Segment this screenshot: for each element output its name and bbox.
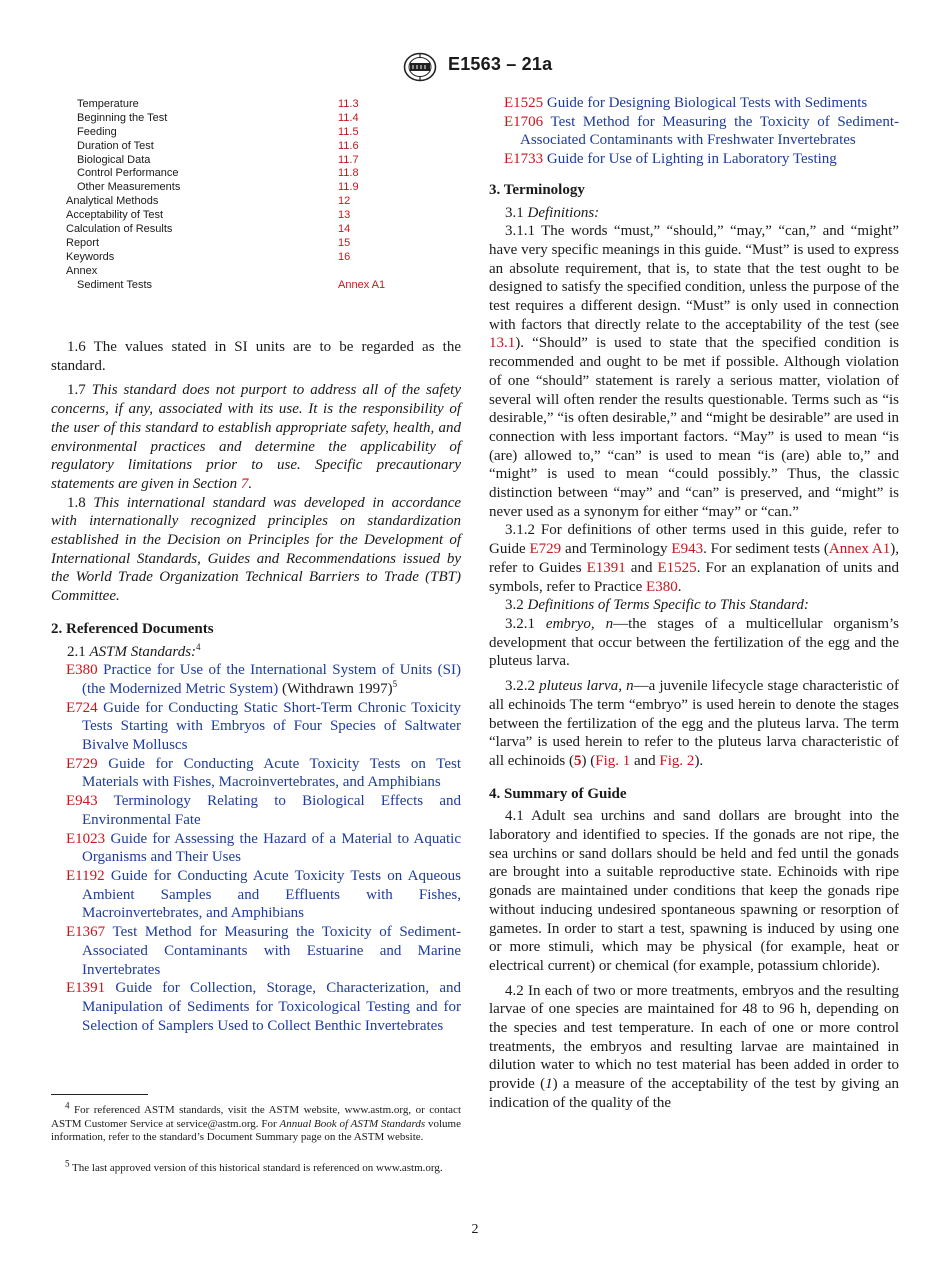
left-column bbox=[51, 338, 461, 1035]
link-e1391[interactable]: E1391 bbox=[586, 559, 626, 576]
reference-title[interactable]: Guide for Collection, Storage, Characterization, and Manipulation of Sediments for Toxicological Testing and for Selection of Samplers Used to Collect Benthic Invertebrates bbox=[82, 980, 462, 1034]
toc-row bbox=[66, 209, 466, 223]
reference-item bbox=[51, 755, 461, 792]
toc-ref[interactable]: 13 bbox=[338, 209, 351, 222]
reference-item bbox=[489, 150, 899, 169]
toc-ref[interactable]: 11.9 bbox=[338, 181, 359, 194]
toc-row bbox=[66, 251, 466, 265]
reference-item: E380 Practice for Use of the International System of Units (SI) (the Modernized Metric System) (Withdrawn 1997)$^5$ bbox=[66, 662, 462, 697]
link-e729[interactable]: E729 bbox=[529, 541, 562, 558]
toc-row bbox=[66, 195, 466, 209]
reference-item bbox=[51, 699, 461, 755]
reference-title[interactable]: Guide for Assessing the Hazard of a Material to Aquatic Organisms and Their Uses bbox=[82, 830, 461, 866]
astm-logo-icon bbox=[403, 52, 437, 82]
toc-label: Biological Data bbox=[77, 153, 151, 166]
reference-code[interactable]: E1391 bbox=[66, 980, 106, 997]
link-13-1[interactable]: 13.1 bbox=[489, 335, 516, 352]
reference-item bbox=[51, 830, 461, 867]
link-e943[interactable]: E943 bbox=[671, 541, 704, 558]
reference-code[interactable]: E724 bbox=[66, 699, 98, 716]
toc-ref[interactable]: 16 bbox=[338, 250, 351, 263]
table-of-contents bbox=[66, 98, 466, 292]
document-number: E1563 – 21a bbox=[448, 54, 553, 74]
reference-title[interactable]: Terminology Relating to Biological Effects and Environmental Fate bbox=[82, 793, 461, 828]
toc-row bbox=[66, 279, 466, 293]
reference-code[interactable]: E380 bbox=[66, 662, 98, 679]
paragraph-1-8: 1.8 This international standard was developed in accordance with internationally recognized principles on standardization established in the Decision on Principles for the Development of International Standards, Guides and Recommendations issued by the World Trade Organization Technical Barriers to Trade (TBT) Committee. bbox=[51, 494, 462, 605]
link-e380[interactable]: E380 bbox=[646, 578, 678, 595]
toc-ref[interactable]: 11.4 bbox=[338, 111, 359, 124]
reference-item bbox=[51, 923, 461, 979]
reference-code[interactable]: E1367 bbox=[66, 924, 106, 941]
toc-ref[interactable]: 11.6 bbox=[338, 139, 359, 152]
paragraph-4-1: 4.1 Adult sea urchins and sand dollars are brought into the laboratory and identified to species. If the gonads are not ripe, the sea urchins or sand dollars should be held and fed until the gonads are brought into a suitable reproductive state. Echinoids with ripe gonads are maintained under conditions that keep the gonads ripe without inducing undesired spontaneous spawning or resorption of gametes. In order to start a test, spawning is induced by using one or more stimuli, which may be physical (for example, heat or electrical current) or chemical (for example, potassium chloride). bbox=[489, 808, 899, 974]
toc-row bbox=[66, 167, 466, 181]
reference-title[interactable]: Test Method for Measuring the Toxicity of Sediment-Associated Contaminants with Freshwater Invertebrates bbox=[520, 113, 899, 149]
reference-item bbox=[489, 94, 899, 113]
toc-label: Beginning the Test bbox=[77, 111, 168, 124]
reference-title[interactable]: Guide for Designing Biological Tests with Sediments bbox=[546, 95, 868, 111]
toc-ref[interactable]: 12 bbox=[338, 195, 351, 208]
link-e1525[interactable]: E1525 bbox=[657, 559, 697, 576]
reference-code[interactable]: E729 bbox=[66, 755, 98, 772]
reference-code[interactable]: E1706 bbox=[504, 113, 544, 130]
footnote-5: $^5$ The last approved version of this historical standard is referenced on www.astm.org. bbox=[65, 1158, 443, 1174]
toc-label: Calculation of Results bbox=[66, 223, 173, 236]
reference-code[interactable]: E943 bbox=[66, 793, 98, 810]
toc-row bbox=[66, 181, 466, 195]
toc-ref[interactable]: 11.7 bbox=[338, 153, 359, 166]
paragraph-3-1-2: 3.1.2 For definitions of other terms used in this guide, refer to Guide E729 and Terminology E943. For sediment tests (Annex A1), refer to Guides E1391 and E1525. For an explanation of units and symbols, refer to Practice E380. bbox=[489, 522, 899, 595]
toc-row bbox=[66, 126, 466, 140]
toc-ref[interactable]: 11.3 bbox=[338, 98, 359, 110]
footnote-divider bbox=[51, 1094, 148, 1095]
toc-label: Report bbox=[66, 236, 100, 249]
section-4-heading: 4. Summary of Guide bbox=[489, 785, 627, 802]
reference-code[interactable]: E1733 bbox=[504, 151, 544, 168]
toc-label: Acceptability of Test bbox=[66, 209, 164, 222]
toc-row bbox=[66, 265, 466, 279]
link-section-7[interactable]: 7 bbox=[240, 475, 249, 492]
toc-row bbox=[66, 140, 466, 154]
citation-5[interactable]: 5 bbox=[573, 752, 582, 769]
toc-row bbox=[66, 98, 466, 112]
toc-ref[interactable]: 11.5 bbox=[338, 125, 359, 138]
toc-label: Feeding bbox=[77, 125, 117, 138]
toc-row bbox=[66, 223, 466, 237]
section-2-heading: 2. Referenced Documents bbox=[51, 620, 214, 637]
reference-code[interactable]: E1525 bbox=[504, 95, 544, 111]
reference-code[interactable]: E1192 bbox=[66, 867, 105, 884]
page-header bbox=[0, 52, 950, 84]
toc-label: Keywords bbox=[66, 250, 115, 263]
reference-item bbox=[51, 979, 461, 1035]
referenced-documents-list-continued bbox=[489, 94, 899, 169]
reference-title[interactable]: Test Method for Measuring the Toxicity of Sediment-Associated Contaminants with Estuarine and Marine Invertebrates bbox=[82, 924, 461, 978]
toc-ref[interactable]: 11.8 bbox=[338, 167, 359, 180]
subsection-2-1: 2.1 ASTM Standards:$^4$ bbox=[67, 641, 201, 660]
subsection-3-1: 3.1 Definitions: bbox=[505, 204, 600, 221]
paragraph-4-2: 4.2 In each of two or more treatments, embryos and the resulting larvae of one species are maintained for 48 to 96 h, depending on the species and test temperature. In each of one or more control treatments, the embryos and resulting larvae are maintained in dilution water to which no test material has been added in order to provide (1) a measure of the acceptability of the test by giving an indication of the quality of the bbox=[489, 982, 899, 1111]
reference-title[interactable]: Practice for Use of the International System of Units (SI) (the Modernized Metric System) bbox=[82, 662, 462, 697]
reference-title[interactable]: Guide for Conducting Acute Toxicity Tests on Aqueous Ambient Samples and Effluents with Fishes, Macroinvertebrates, and Amphibians bbox=[82, 867, 462, 922]
paragraph-1-7: 1.7 This standard does not purport to address all of the safety concerns, if any, associated with its use. It is the responsibility of the user of this standard to establish appropriate safety, health, and environmental practices and determine the applicability of regulatory limitations prior to use. Specific precautionary statements are given in Section 7. bbox=[51, 382, 462, 492]
toc-ref[interactable]: Annex A1 bbox=[338, 278, 386, 291]
paragraph-1-6: 1.6 The values stated in SI units are to be regarded as the standard. bbox=[51, 339, 461, 374]
page-number: 2 bbox=[471, 1222, 479, 1237]
referenced-documents-list bbox=[51, 661, 461, 1035]
toc-label: Control Performance bbox=[77, 167, 179, 180]
reference-title[interactable]: Guide for Use of Lighting in Laboratory Testing bbox=[546, 151, 837, 168]
reference-item bbox=[51, 867, 461, 923]
toc-row bbox=[66, 237, 466, 251]
toc-label: Duration of Test bbox=[77, 139, 154, 152]
reference-code[interactable]: E1023 bbox=[66, 830, 106, 847]
paragraph-3-2-1: 3.2.1 embryo, n—the stages of a multicellular organism’s development that occur between the fertilization of the egg and the pluteus larva. bbox=[489, 615, 899, 670]
reference-item bbox=[489, 113, 899, 150]
toc-row bbox=[66, 154, 466, 168]
toc-ref[interactable]: 15 bbox=[338, 236, 351, 249]
toc-label: Annex bbox=[66, 264, 98, 277]
toc-label: Temperature bbox=[77, 98, 139, 110]
toc-label: Analytical Methods bbox=[66, 195, 159, 208]
paragraph-3-2-2: 3.2.2 pluteus larva, n—a juvenile lifecycle stage characteristic of all echinoids The term “embryo” is used herein to denote the stages between the fertilization of the egg and the pluteus larva. The term “larva” is used herein to refer to the pluteus larva characteristic of all echinoids (5) (Fig. 1 and Fig. 2). bbox=[489, 678, 899, 769]
link-fig-2[interactable]: Fig. 2 bbox=[659, 752, 695, 769]
link-fig-1[interactable]: Fig. 1 bbox=[595, 752, 631, 769]
link-annex-a1[interactable]: Annex A1 bbox=[828, 541, 891, 558]
toc-row bbox=[66, 112, 466, 126]
footnote-4: $^4$ For referenced ASTM standards, visit the ASTM website, www.astm.org, or contact ASTM Customer Service at service@astm.org. For Annual Book of ASTM Standards volume information, refer to the standard’s Document Summary page on the ASTM website. bbox=[51, 1100, 461, 1144]
reference-item bbox=[51, 792, 461, 829]
reference-title[interactable]: Guide for Conducting Acute Toxicity Tests on Test Materials with Fishes, Macroinvertebrates, and Amphibians bbox=[82, 755, 461, 791]
toc-label: Sediment Tests bbox=[77, 278, 153, 291]
section-3-heading: 3. Terminology bbox=[489, 181, 585, 198]
subsection-3-2: 3.2 Definitions of Terms Specific to This Standard: bbox=[505, 597, 809, 614]
toc-ref[interactable]: 14 bbox=[338, 223, 351, 236]
right-column bbox=[489, 94, 899, 1113]
toc-label: Other Measurements bbox=[77, 181, 181, 194]
paragraph-3-1-1: 3.1.1 The words “must,” “should,” “may,” “can,” and “might” have very specific meanings in this guide. “Must” is used to express an absolute requirement, that is, to state that the test ought to be designed to satisfy the specified condition, unless the purpose of the test requires a different design. “Must” is only used in connection with factors that directly relate to the acceptability of the test (see 13.1). “Should” is used to state that the specified condition is recommended and ought to be met if possible. Although violation of one “should” statement is rarely a serious matter, violation of several will often render the results questionable. Terms such as “is desirable,” “is often desirable,” and “might be desirable” are used in connection with less important factors. “May” is used to mean “is (are) allowed to,” “can” is used to mean “is (are) able to,” and “might” is used to mean “could possibly.” Thus, the classic distinction between “may” and “can” is preserved, and “might” is never used as a synonym for either “may” or “can.” bbox=[489, 223, 899, 520]
reference-title[interactable]: Guide for Conducting Static Short-Term Chronic Toxicity Tests Starting with Embryos of Four Species of Saltwater Bivalve Molluscs bbox=[82, 699, 461, 754]
